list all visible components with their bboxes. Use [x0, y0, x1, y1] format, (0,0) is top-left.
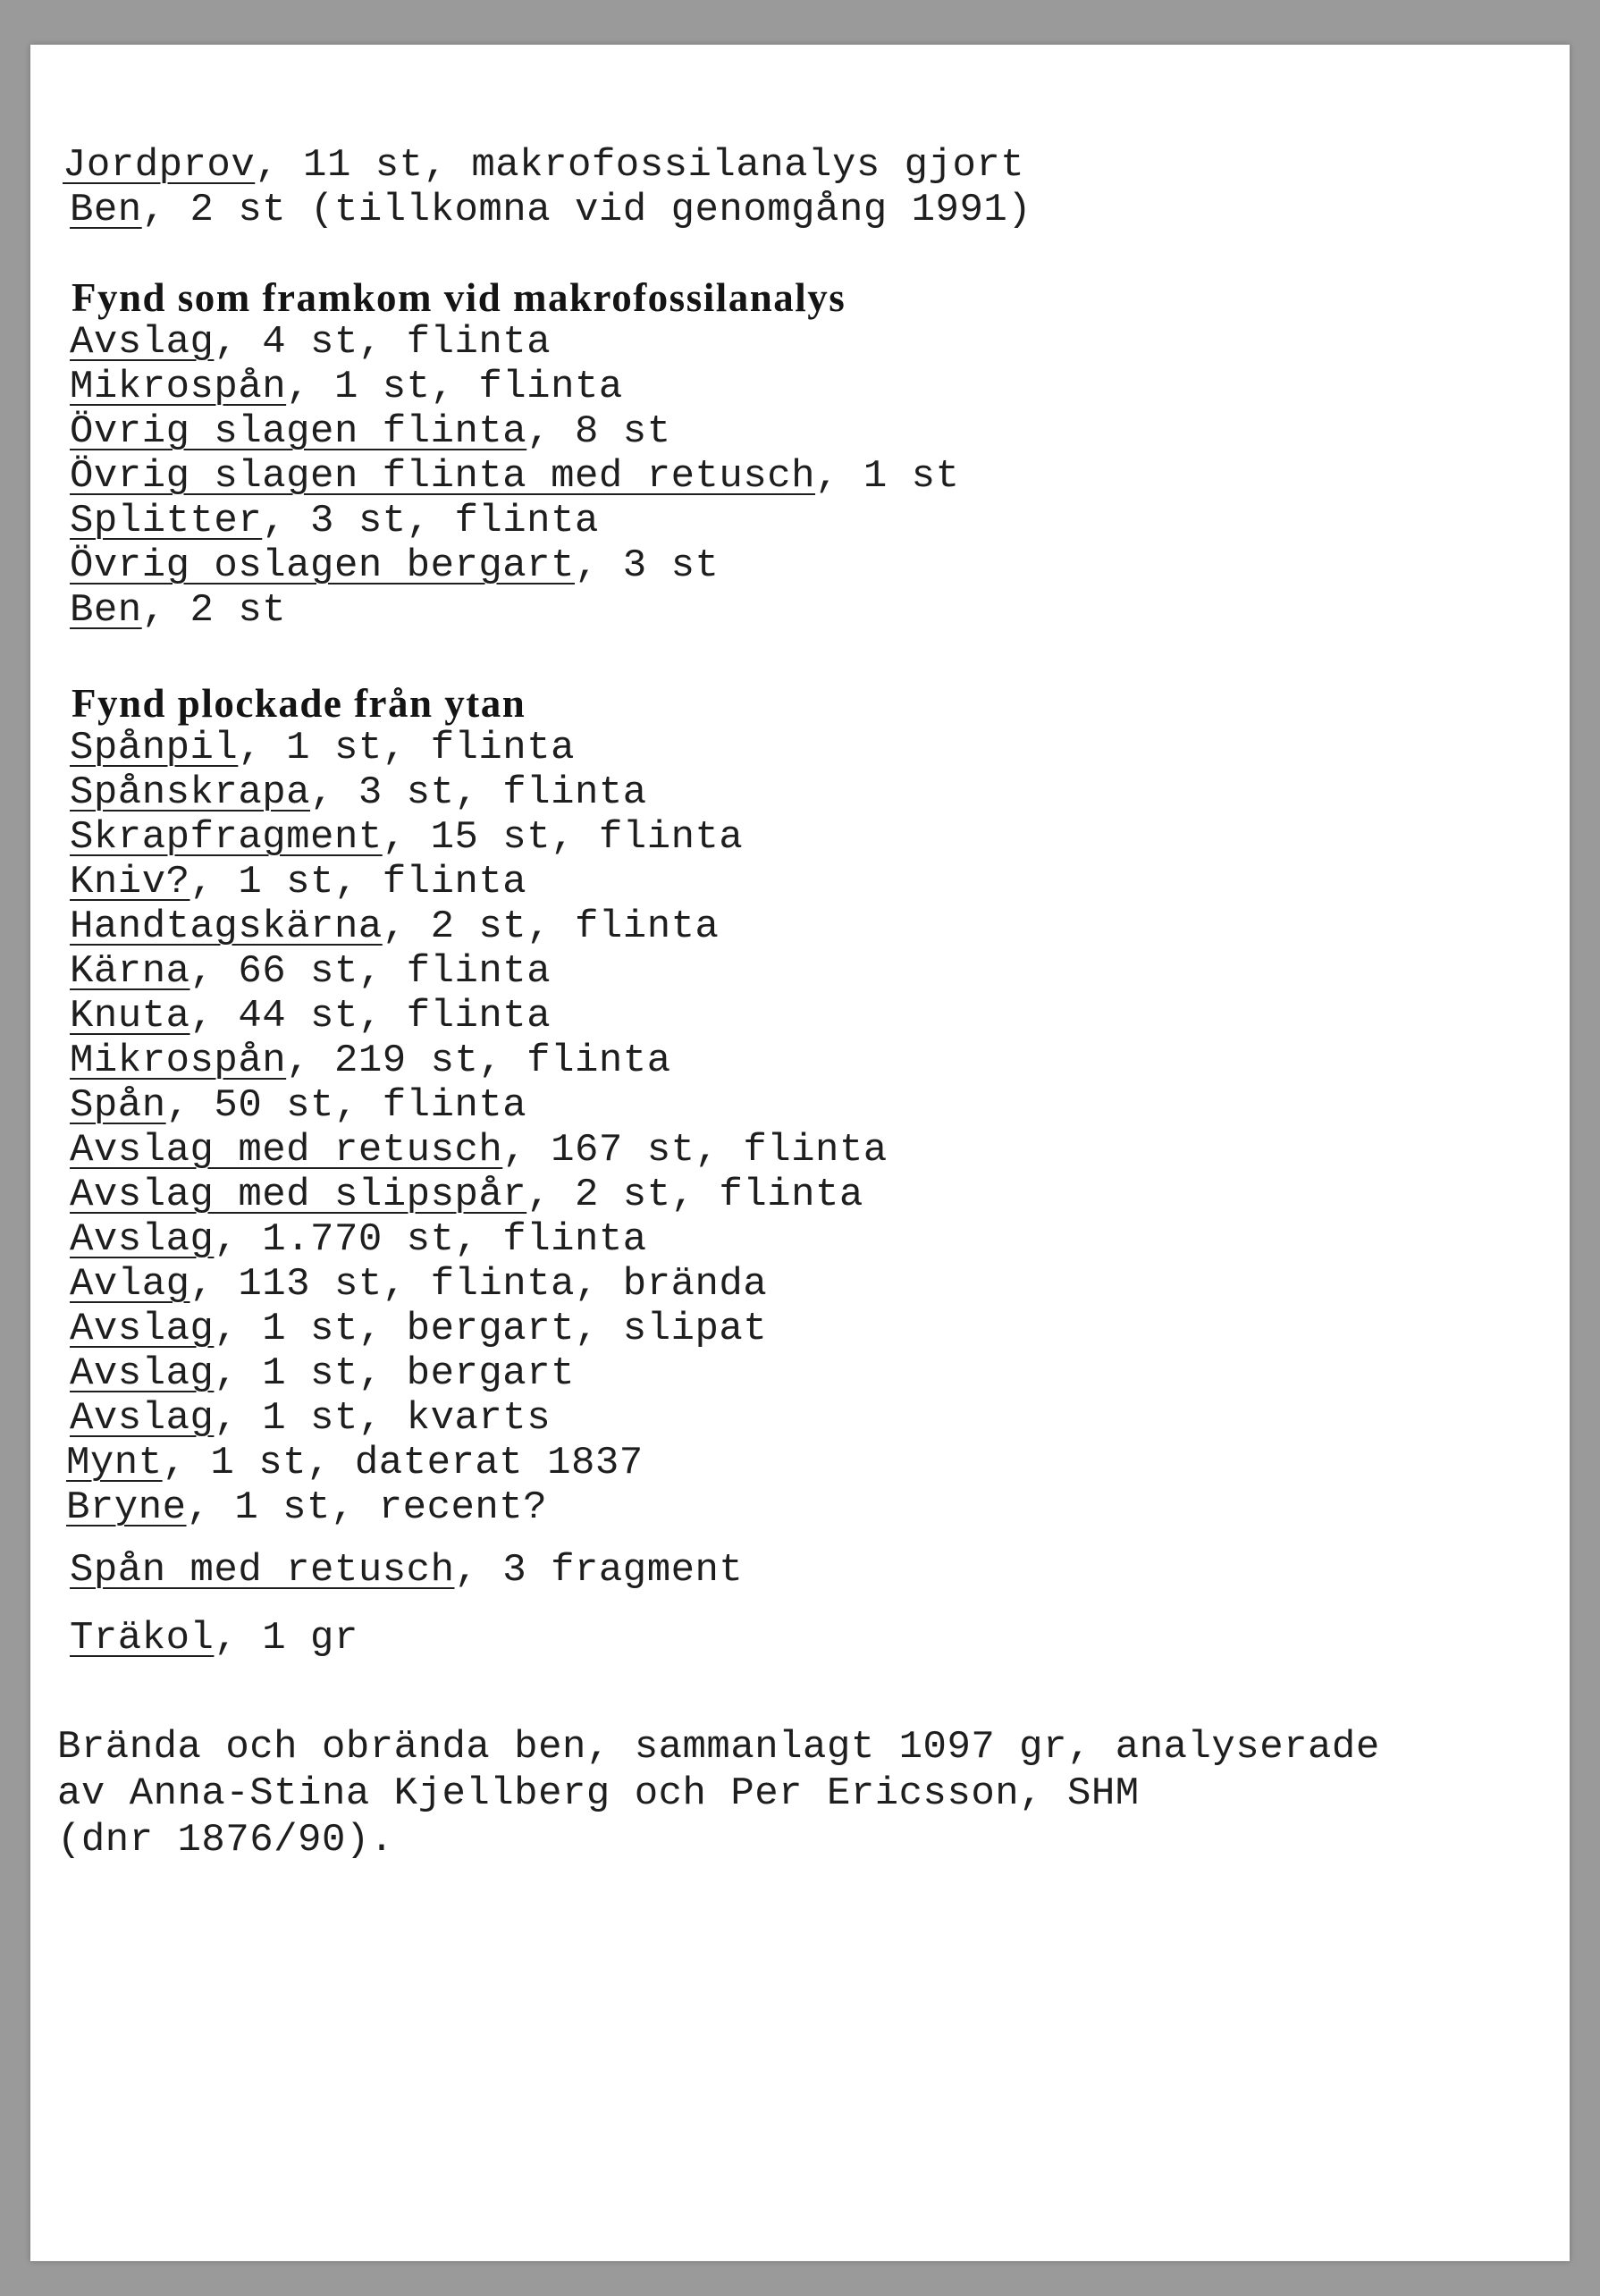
list-item: [70, 1083, 526, 1128]
item-name: Träkol: [70, 1616, 215, 1661]
item-detail: , 11 st, makrofossilanalys gjort: [255, 143, 1025, 188]
item-name: Avslag med retusch: [70, 1128, 503, 1173]
list-item: [70, 1307, 767, 1351]
item-detail: , 3 st, flinta: [310, 770, 647, 815]
list-item: [70, 1128, 888, 1173]
footer-line-2: av Anna-Stina Kjellberg och Per Ericsson, SHM: [57, 1771, 1140, 1816]
item-name: Skrapfragment: [70, 815, 383, 860]
item-detail: , 4 st, flinta: [214, 320, 552, 365]
item-name: Bryne: [66, 1485, 187, 1530]
item-name: Mikrospån: [70, 1039, 287, 1083]
list-item: [70, 1351, 575, 1396]
item-detail: , 8 st: [526, 409, 671, 454]
list-item: [70, 1039, 671, 1083]
item-detail: , 2 st, flinta: [382, 904, 720, 949]
item-detail: , 2 st, flinta: [526, 1173, 863, 1217]
item-detail: , 3 st: [575, 543, 720, 588]
list-item: [70, 949, 551, 994]
item-name: Mynt: [66, 1441, 163, 1485]
item-detail: , 1 st, kvarts: [214, 1396, 552, 1441]
list-item: [66, 1441, 644, 1485]
list-item: [70, 365, 623, 409]
item-detail: , 44 st, flinta: [189, 994, 552, 1039]
item-jordprov: [63, 143, 1024, 188]
item-detail: , 3 fragment: [454, 1548, 744, 1593]
list-item: [70, 320, 551, 365]
item-ben-top: [70, 188, 1032, 232]
item-detail: , 1 gr: [214, 1616, 358, 1661]
item-detail: , 50 st, flinta: [165, 1083, 527, 1128]
footer-line-3: (dnr 1876/90).: [57, 1818, 394, 1863]
item-detail: , 1 st: [815, 454, 960, 499]
list-item: [70, 770, 647, 815]
list-item: [70, 588, 286, 633]
list-item: [70, 1217, 647, 1262]
item-name: Handtagskärna: [70, 904, 383, 949]
item-detail: , 1 st, flinta: [189, 860, 527, 904]
item-detail: , 2 st (tillkomna vid genomgång 1991): [141, 188, 1032, 232]
list-item: [70, 454, 959, 499]
item-detail: , 2 st: [141, 588, 287, 633]
item-name: Spån: [70, 1083, 166, 1128]
item-name: Kniv?: [70, 860, 190, 904]
item-name: Spånpil: [70, 726, 239, 770]
item-name: Avslag: [70, 1217, 215, 1262]
item-name: Ben: [70, 588, 142, 633]
list-item: [70, 499, 599, 543]
item-detail: , 1 st, flinta: [286, 365, 623, 409]
item-name: Ben: [70, 188, 142, 232]
footer-line-1: Brända och obrända ben, sammanlagt 1097 gr, analyserade: [57, 1725, 1380, 1770]
item-detail: , 1 st, daterat 1837: [162, 1441, 644, 1485]
item-detail: , 219 st, flinta: [286, 1039, 671, 1083]
item-detail: , 1 st, bergart, slipat: [214, 1307, 768, 1351]
list-item: [70, 1548, 743, 1593]
item-name: Övrig slagen flinta med retusch: [70, 454, 816, 499]
item-detail: , 66 st, flinta: [189, 949, 552, 994]
item-detail: , 1 st, flinta: [238, 726, 576, 770]
item-name: Kärna: [70, 949, 190, 994]
item-name: Spånskrapa: [70, 770, 311, 815]
list-item: [70, 860, 526, 904]
item-name: Avslag: [70, 1396, 215, 1441]
item-detail: , 1 st, bergart: [214, 1351, 576, 1396]
item-name: Splitter: [70, 499, 263, 543]
item-name: Jordprov: [63, 143, 256, 188]
item-name: Knuta: [70, 994, 190, 1039]
list-item: [70, 1173, 863, 1217]
item-name: Övrig oslagen bergart: [70, 543, 575, 588]
item-detail: , 167 st, flinta: [502, 1128, 888, 1173]
list-item: [70, 1262, 767, 1307]
item-detail: , 15 st, flinta: [382, 815, 744, 860]
item-detail: , 113 st, flinta, brända: [189, 1262, 768, 1307]
list-item: [70, 815, 743, 860]
document-page: [30, 45, 1570, 2261]
list-item: [70, 1616, 358, 1661]
item-name: Spån med retusch: [70, 1548, 455, 1593]
list-item: [70, 1396, 551, 1441]
item-name: Avslag: [70, 320, 215, 365]
list-item: [66, 1485, 547, 1530]
item-name: Mikrospån: [70, 365, 287, 409]
item-detail: , 3 st, flinta: [262, 499, 599, 543]
item-detail: , 1 st, recent?: [186, 1485, 548, 1530]
item-name: Avlag: [70, 1262, 190, 1307]
list-item: [70, 904, 719, 949]
list-item: [70, 409, 671, 454]
section-heading-ytan: Fynd plockade från ytan: [72, 681, 526, 726]
list-item: [70, 543, 719, 588]
item-name: Avslag: [70, 1307, 215, 1351]
item-detail: , 1.770 st, flinta: [214, 1217, 647, 1262]
list-item: [70, 994, 551, 1039]
item-name: Avslag med slipspår: [70, 1173, 527, 1217]
item-name: Övrig slagen flinta: [70, 409, 527, 454]
item-name: Avslag: [70, 1351, 215, 1396]
list-item: [70, 726, 575, 770]
section-heading-makrofossil: Fynd som framkom vid makrofossilanalys: [72, 275, 846, 320]
